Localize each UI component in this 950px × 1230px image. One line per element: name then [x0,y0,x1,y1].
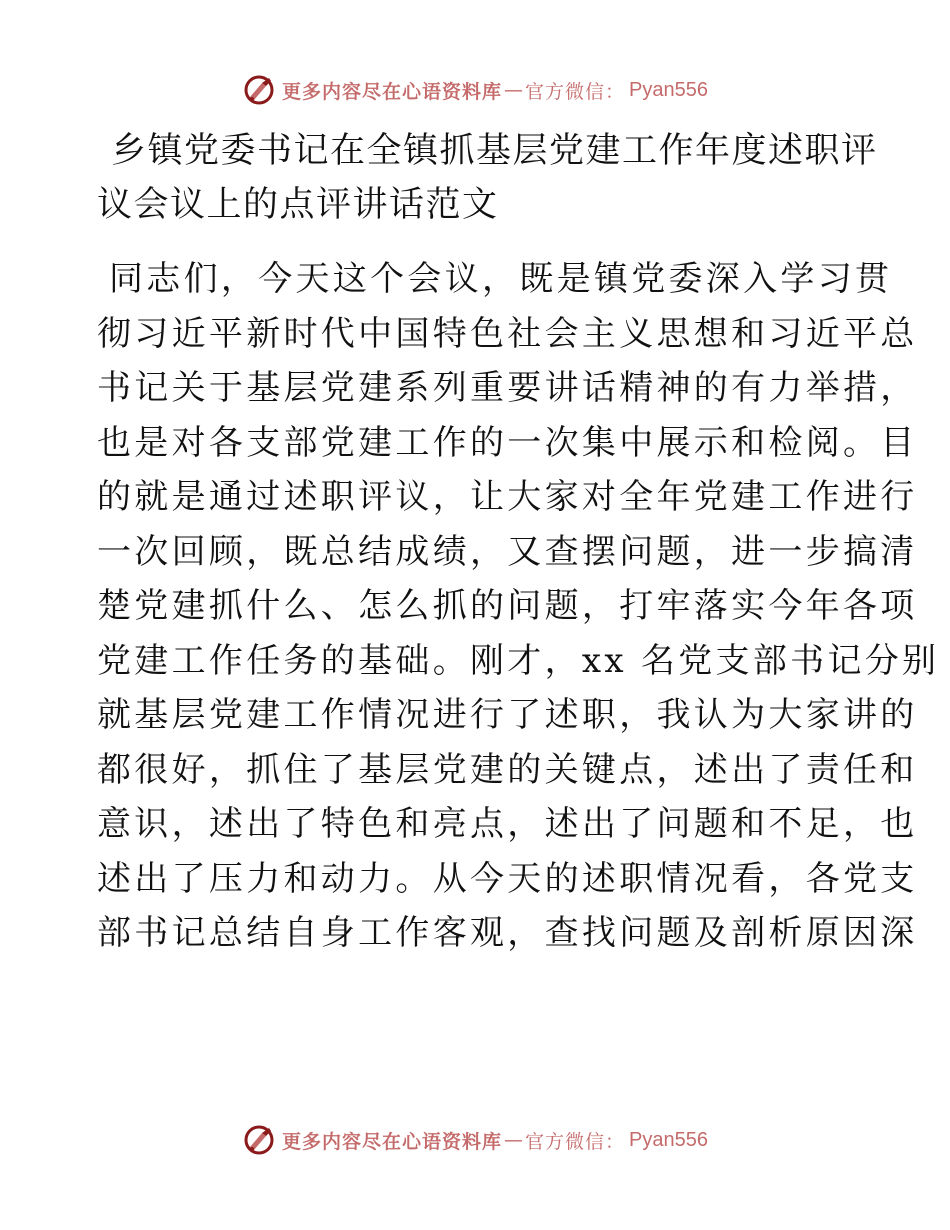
banner-separator: — [504,1129,524,1151]
banner-main-text: 更多内容尽在心语资料库 [282,80,503,103]
body-line: 同志们，今天这个会议，既是镇党委深入学习贯 [109,259,893,299]
banner-wechat-id: Pyan556 [629,1128,708,1151]
brand-logo-icon [242,1123,276,1157]
body-line: 述出了压力和动力。从今天的述职情况看，各党支 [97,858,918,899]
body-line: 楚党建抓什么、怎么抓的问题，打牢落实今年各项 [97,586,918,626]
body-line: 党建工作任务的基础。刚才，xx 名党支部书记分别 [97,640,940,681]
banner-wechat-label: 官方微信： [525,1130,626,1153]
body-line: 书记关于基层党建系列重要讲话精神的有力举措， [97,368,918,408]
body-line: 一次回顾，既总结成绩，又查摆问题，进一步搞清 [97,531,918,572]
header-watermark-banner [0,70,950,110]
banner-main-text: 更多内容尽在心语资料库 [282,1130,503,1153]
document-title [97,124,878,232]
banner-wechat-label: 官方微信： [525,80,626,103]
body-line: 都很好，抓住了基层党建的关键点，述出了责任和 [97,749,918,790]
body-line: 就基层党建工作情况进行了述职，我认为大家讲的 [97,695,918,735]
title-line: 议会议上的点评讲话范文 [97,185,499,225]
body-line: 的就是通过述职评议，让大家对全年党建工作进行 [97,477,918,517]
footer-watermark-banner [0,1120,950,1160]
body-line: 意识，述出了特色和亮点，述出了问题和不足，也 [97,804,918,844]
document-body [97,252,940,961]
banner-separator: — [504,79,524,101]
banner-wechat-id: Pyan556 [629,78,708,101]
body-line: 彻习近平新时代中国特色社会主义思想和习近平总 [97,313,918,354]
title-line: 乡镇党委书记在全镇抓基层党建工作年度述职评 [111,131,878,171]
brand-logo-icon [242,73,276,107]
body-line: 也是对各支部党建工作的一次集中展示和检阅。目 [97,422,918,463]
body-line: 部书记总结自身工作客观，查找问题及剖析原因深 [97,913,918,953]
